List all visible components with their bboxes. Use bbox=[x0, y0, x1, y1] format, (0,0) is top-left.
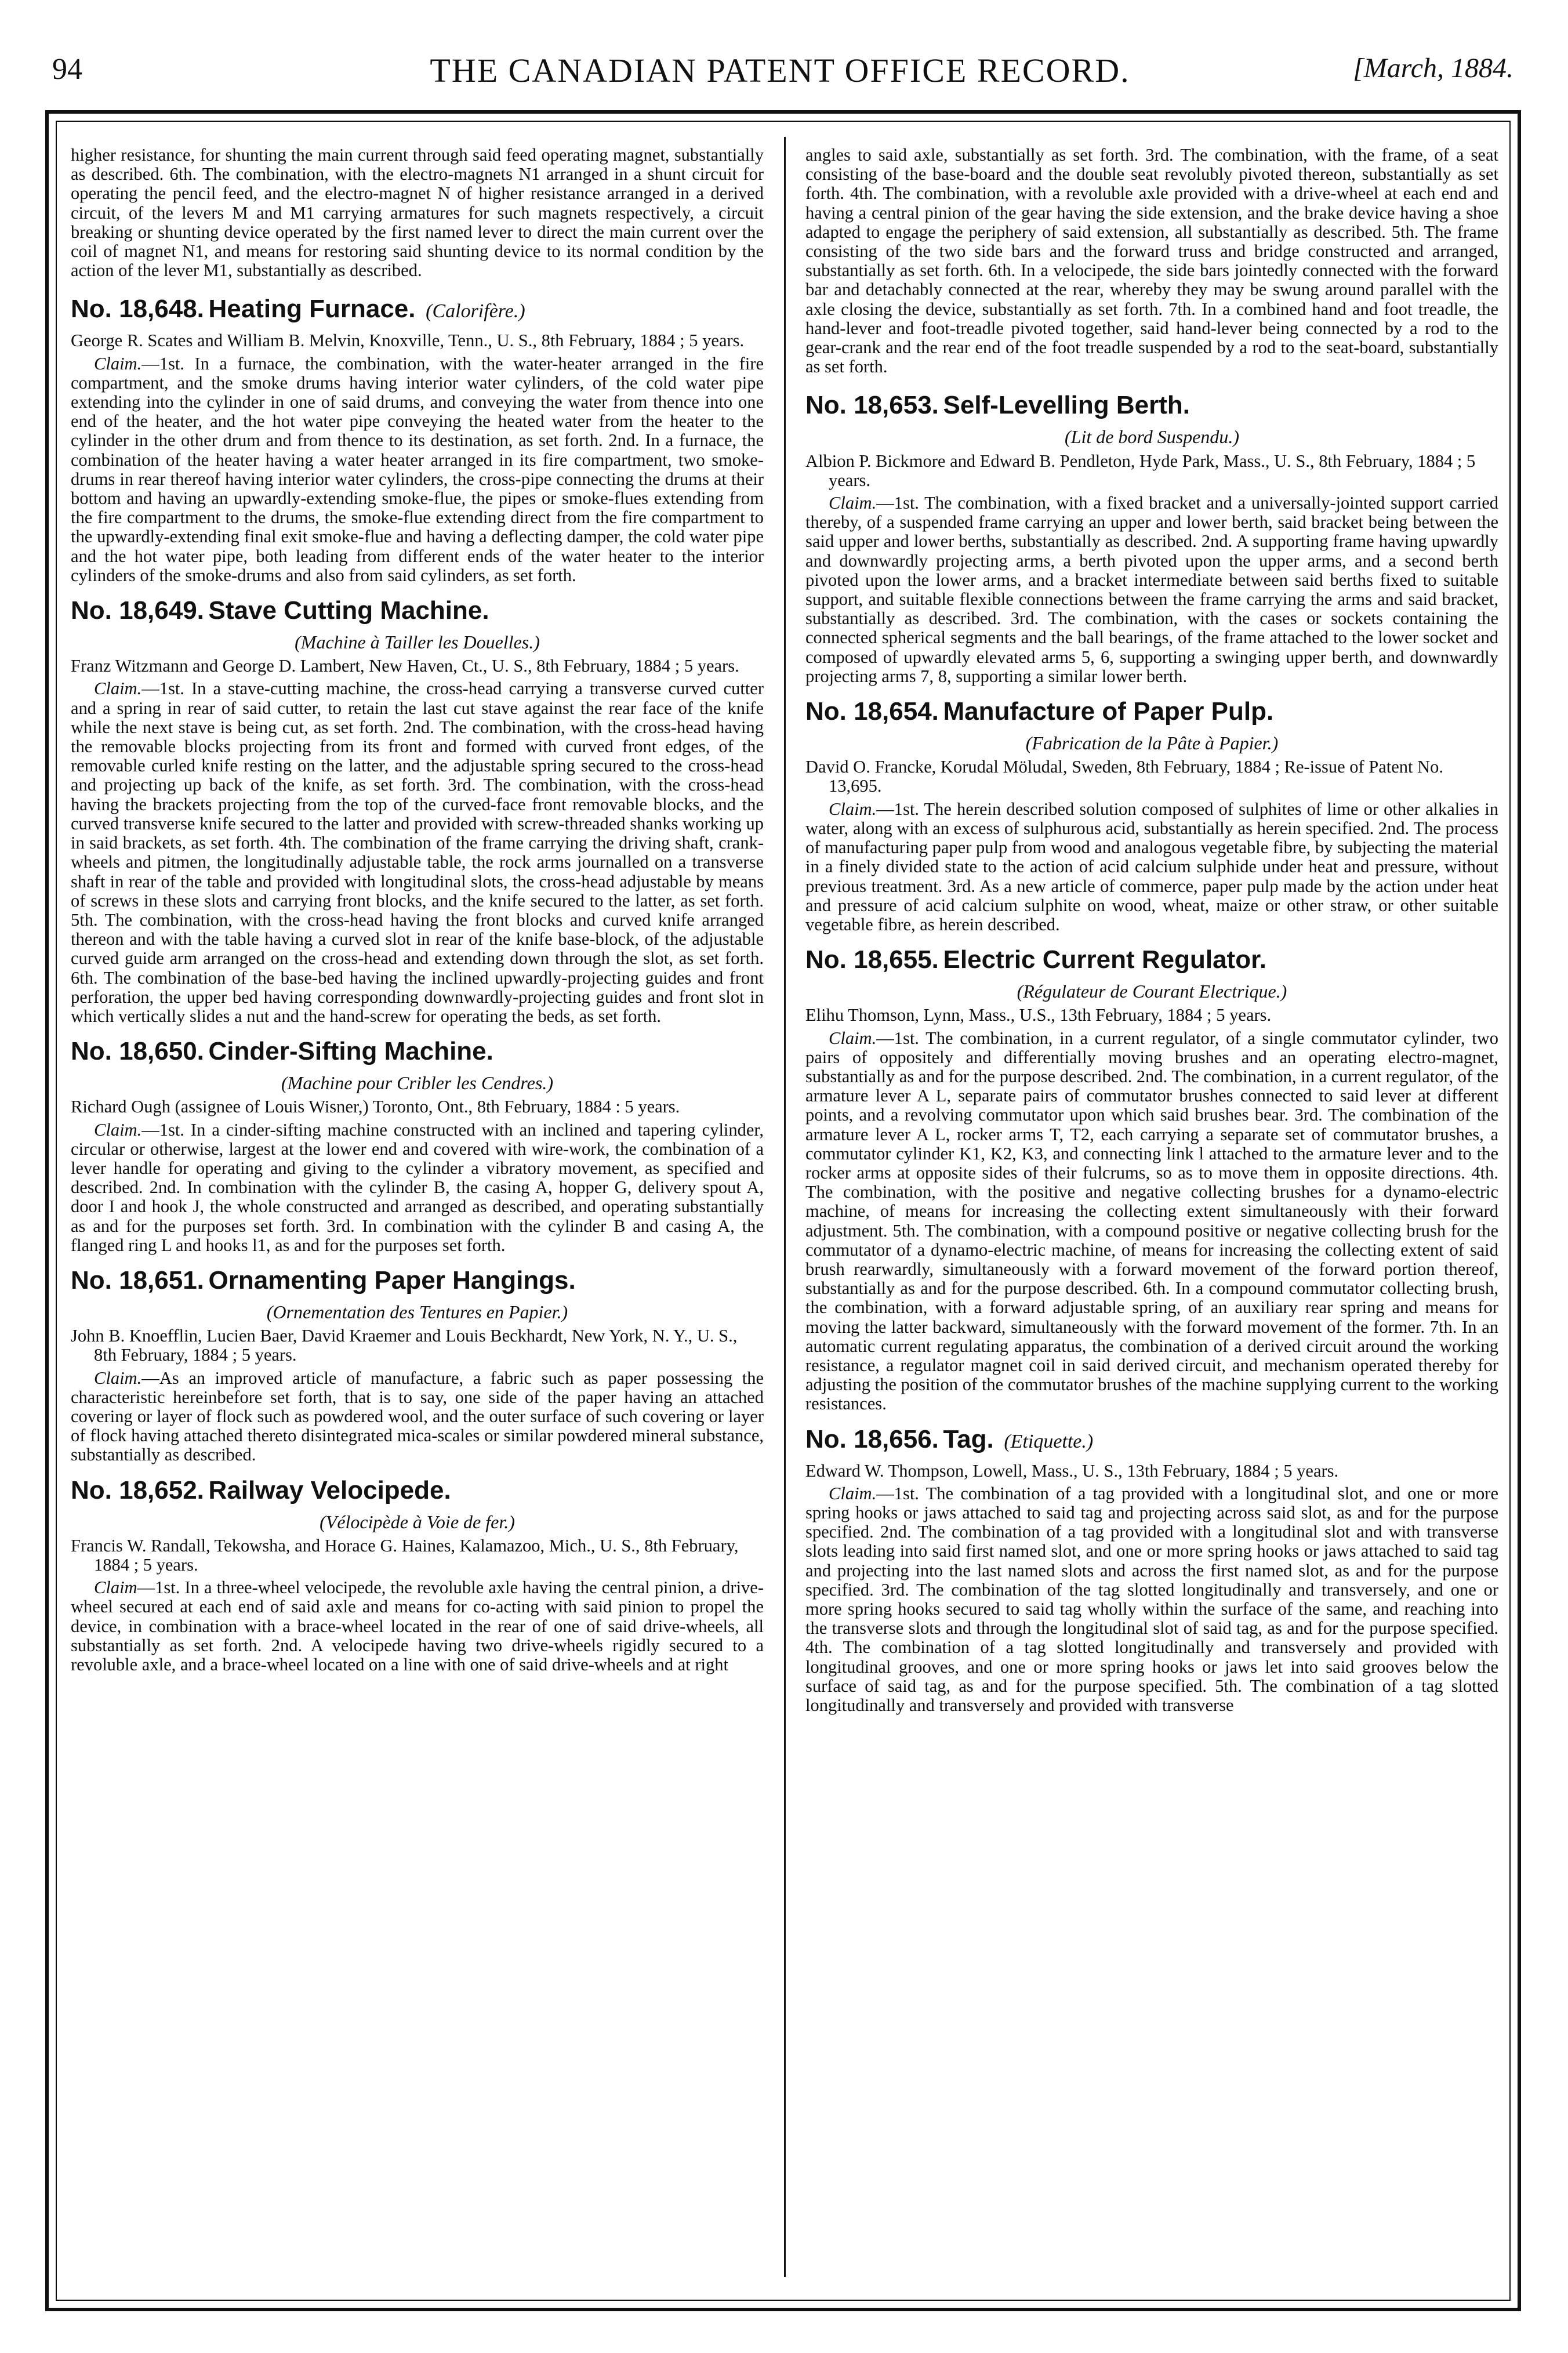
claim-body: —1st. In a cinder-sifting machine constructed with an inclined and tapering cylinder, circular or otherwise, largest at the lower end and covered with wire-work, the combination of a lever handle for operating and giving to the cylinder a vibratory movement, as specified and described. 2nd. In combination with the cylinder B, the casing A, hopper G, delivery spout A, door I and hook J, the whole constructed and arranged as described, and operating substantially as and for the purposes set forth. 3rd. In combination with the cylinder B and casing A, the flanged ring L and hooks l1, as and for the purposes set forth. bbox=[71, 1119, 764, 1255]
patent-entry-18652 bbox=[71, 1477, 764, 1675]
page-number: 94 bbox=[52, 53, 82, 86]
entry-heading bbox=[805, 391, 1498, 422]
french-title: (Vélocipède à Voie de fer.) bbox=[320, 1511, 515, 1532]
claim-text bbox=[805, 1484, 1498, 1715]
french-title: (Fabrication de la Pâte à Papier.) bbox=[1025, 733, 1279, 754]
entry-heading bbox=[71, 597, 764, 627]
claim-label: Claim. bbox=[829, 493, 877, 513]
issue-date: [March, 1884. bbox=[1353, 53, 1513, 84]
patent-entry-18648 bbox=[71, 295, 764, 585]
patentee: George R. Scates and William B. Melvin, Knoxville, Tenn., U. S., 8th February, 1884 ; 5 years. bbox=[71, 331, 745, 351]
patentee: Edward W. Thompson, Lowell, Mass., U. S., 13th February, 1884 ; 5 years. bbox=[805, 1460, 1339, 1481]
column-divider bbox=[784, 137, 786, 2277]
patent-title: Stave Cutting Machine. bbox=[208, 596, 489, 625]
left-column bbox=[71, 146, 764, 2268]
french-title: (Ornementation des Tentures en Papier.) bbox=[266, 1301, 568, 1322]
french-title: (Machine à Tailler les Douelles.) bbox=[295, 632, 540, 653]
patent-entry-18655 bbox=[805, 946, 1498, 1413]
claim-label: Claim. bbox=[94, 353, 142, 374]
patent-number: No. 18,649. bbox=[71, 596, 204, 625]
patent-number: No. 18,648. bbox=[71, 295, 204, 324]
patent-title: Railway Velocipede. bbox=[208, 1475, 451, 1504]
claim-text bbox=[805, 800, 1498, 934]
patent-number: No. 18,652. bbox=[71, 1475, 204, 1504]
claim-label: Claim bbox=[94, 1578, 137, 1598]
claim-body: —1st. In a three-wheel velocipede, the revoluble axle having the central pinion, a drive-wheel secured at each end of said axle and means for co-acting with said pinion to propel the device, in combination with a brace-wheel located in the rear of one of said drive-wheels, all substantially as set forth. 2nd. A velocipede having two drive-wheels rigidly secured to a revoluble axle, and a brace-wheel located on a line with one of said drive-wheels and at right bbox=[71, 1578, 764, 1674]
page-header bbox=[41, 46, 1519, 99]
entry-heading bbox=[805, 698, 1498, 728]
patentee: Francis W. Randall, Tekowsha, and Horace G. Haines, Kalamazoo, Mich., U. S., 8th February, 1884 ; 5 years. bbox=[71, 1535, 739, 1575]
patentee: John B. Knoefflin, Lucien Baer, David Kraemer and Louis Beckhardt, New York, N. Y., U. S., 8th February, 1884 ; 5 years. bbox=[71, 1326, 738, 1365]
patent-number: No. 18,655. bbox=[805, 945, 939, 974]
patent-entry-18650 bbox=[71, 1038, 764, 1255]
patent-title: Cinder-Sifting Machine. bbox=[208, 1037, 493, 1066]
french-title: (Etiquette.) bbox=[1004, 1430, 1094, 1452]
continued-text: higher resistance, for shunting the main current through said feed operating magnet, substantially as described. 6th. The combination, with the electro-magnets N1 arranged in a shunt circuit for operating the pencil feed, and the electro-magnet N of higher resistance arranged in a derived circuit, of the levers M and M1 carrying armatures for such magnets respectively, a circuit breaking or shunting device operated by the first named lever to direct the main current over the coil of magnet N1, and means for restoring said shunting device to its normal condition by the action of the lever M1, substantially as described. bbox=[71, 146, 764, 281]
entry-heading bbox=[71, 1038, 764, 1068]
claim-text bbox=[805, 494, 1498, 686]
patent-title: Tag. bbox=[943, 1424, 994, 1453]
page-frame bbox=[45, 110, 1521, 2311]
claim-text bbox=[71, 354, 764, 585]
patent-title: Heating Furnace. bbox=[208, 295, 416, 324]
patent-title: Ornamenting Paper Hangings. bbox=[208, 1266, 576, 1295]
claim-body: —1st. In a stave-cutting machine, the cross-head carrying a transverse curved cutter and a spring in rear of said cutter, to retain the last cut stave against the rear face of the knife while the next stave is being cut, as set forth. 2nd. The combination, with the cross-head having the removable blocks projecting from its front and formed with curved front edges, of the removable curled knife resting on the latter, and the adjustable spring secured to the cross-head and projecting up back of the knife, as set forth. 3rd. The combination, with the cross-head having the brackets projecting from the top of the curved-face front removable blocks, and the curved transverse knife secured to the latter and provided with screw-threaded shanks working up in said brackets, as set forth. 4th. The combination of the frame carrying the driving shaft, crank-wheels and pitmen, the longitudinally adjustable table, the rock arms journalled on a transverse shaft in rear of the table and provided with longitudinal slots, the cross-head adjustable by means of screws in these slots and carrying front blocks, and the knife secured to the latter, as set forth. 5th. The combination, with the cross-head having the front blocks and curved knife arranged thereon and with the table having a curved slot in rear of the knife base-block, of the adjustable curved guide arm arranged on the cross-head and extending down through the slot, as set forth. 6th. The combination of the base-bed having the inclined upwardly-projecting guides and front perforation, the upper bed having corresponding downwardly-projecting guides and front slot in which vertically slides a nut and the hand-screw for operating the beds, as set forth. bbox=[71, 679, 764, 1026]
claim-body: —1st. The combination of a tag provided with a longitudinal slot, and one or more spring hooks or jaws attached to said tag and projecting across said slot, as and for the purpose specified. 2nd. The combination of a tag provided with a longitudinal slot and with transverse slots leading into said first named slot, and one or more spring hooks or jaws attached to said tag and projecting into the last named slots and across the first named slot, as and for the purpose specified. 3rd. The combination of the tag slotted longitudinally and transversely, and one or more spring hooks secured to said tag wholly within the surface of the same, and reaching into the transverse slots and through the longitudinal slot of said tag, as and for the purpose specified. 4th. The combination of a tag slotted longitudinally and transversely and provided with longitudinal grooves, and one or more spring hooks or jaws let into said grooves below the surface of said tag, as and for the purpose specified. 5th. The combination of a tag slotted longitudinally and transversely and provided with transverse bbox=[805, 1483, 1498, 1716]
french-title: (Calorifère.) bbox=[426, 300, 525, 322]
claim-text bbox=[71, 679, 764, 1026]
right-column bbox=[805, 146, 1498, 2268]
claim-body: —1st. The herein described solution composed of sulphites of lime or other alkalies in water, along with an excess of sulphurous acid, substantially as herein specified. 2nd. The process of manufacturing paper pulp from wood and analogous vegetable fibre, by subjecting the material in a finely divided state to the action of acid calcium sulphide under heat and pressure, without previous treatment. 3rd. As a new article of commerce, paper pulp made by the action under heat and pressure of acid calcium sulphite on wood, wheat, maize or other straw, or other suitable vegetable fibre, as herein described. bbox=[805, 799, 1498, 934]
claim-text bbox=[805, 1029, 1498, 1414]
patentee: Richard Ough (assignee of Louis Wisner,) Toronto, Ont., 8th February, 1884 : 5 years. bbox=[71, 1097, 680, 1117]
entry-heading bbox=[71, 1477, 764, 1507]
french-title: (Régulateur de Courant Electrique.) bbox=[1017, 981, 1287, 1002]
claim-label: Claim. bbox=[829, 1028, 877, 1048]
claim-label: Claim. bbox=[94, 679, 142, 699]
continued-text: angles to said axle, substantially as set forth. 3rd. The combination, with the frame, of a seat consisting of the base-board and the double seat revolubly pivoted thereon, substantially as set forth. 4th. The combination, with a revoluble axle provided with a drive-wheel at each end and having a central pinion of the gear having the side extension, and the brake device having a shoe adapted to engage the periphery of said extension, all substantially as described. 5th. The frame consisting of the two side bars and the forward truss and bridge constructed and arranged, substantially as set forth. 6th. In a velocipede, the side bars jointedly connected with the forward bar and detachably connected at the rear, whereby they may be swung around parallel with the axle closing the device, substantially as set forth. 7th. In a combined hand and foot treadle, the hand-lever and foot-treadle pivoted together, said hand-lever being connected by a rod to the gear-crank and the rear end of the foot treadle suspended by a rod to the seat-board, substantially as set forth. bbox=[805, 146, 1498, 377]
claim-body: —1st. The combination, with a fixed bracket and a universally-jointed support carried thereby, of a suspended frame carrying an upper and lower berth, said bracket being between the said upper and lower berths, substantially as described. 2nd. A supporting frame having upwardly and downwardly projecting arms, a berth pivoted upon the upper arms, and a second berth pivoted upon the lower arms, and a bracket intermediate between said berths fixed to suitable support, and suitable flexible connections between the frame carrying the arms and said bracket, substantially as described. 3rd. The combination, with the cases or sockets containing the connected spherical segments and the ball bearings, of the frame attached to the lower socket and composed of upwardly elevated arms 5, 6, supporting a swinging upper berth, and downwardly projecting arms 7, 8, supporting a similar lower berth. bbox=[805, 493, 1498, 686]
journal-title: THE CANADIAN PATENT OFFICE RECORD. bbox=[430, 52, 1130, 89]
claim-text bbox=[71, 1369, 764, 1465]
patent-number: No. 18,651. bbox=[71, 1266, 204, 1295]
claim-label: Claim. bbox=[829, 1483, 877, 1503]
patent-entry-18654 bbox=[805, 698, 1498, 934]
french-title: (Lit de bord Suspendu.) bbox=[1064, 426, 1239, 448]
claim-label: Claim. bbox=[94, 1119, 142, 1140]
claim-label: Claim. bbox=[94, 1368, 142, 1388]
claim-label: Claim. bbox=[829, 799, 877, 819]
patent-title: Manufacture of Paper Pulp. bbox=[943, 697, 1274, 726]
claim-text bbox=[71, 1121, 764, 1255]
entry-heading bbox=[805, 1426, 1498, 1456]
patent-entry-18656 bbox=[805, 1426, 1498, 1716]
patent-entry-18649 bbox=[71, 597, 764, 1026]
claim-text bbox=[71, 1578, 764, 1674]
french-title: (Machine pour Cribler les Cendres.) bbox=[281, 1072, 553, 1094]
patent-entry-18651 bbox=[71, 1267, 764, 1465]
patentee: Elihu Thomson, Lynn, Mass., U.S., 13th February, 1884 ; 5 years. bbox=[805, 1005, 1272, 1025]
claim-body: —As an improved article of manufacture, a fabric such as paper possessing the characteristic hereinbefore set forth, that is to say, one side of the paper having an attached covering or layer of flock such as powdered wool, and the outer surface of such covering or layer of flock having attached thereto disintegrated mica-scales or similar powdered mineral substance, substantially as described. bbox=[71, 1368, 764, 1465]
patentee: Albion P. Bickmore and Edward B. Pendleton, Hyde Park, Mass., U. S., 8th February, 1884 ; 5 years. bbox=[805, 451, 1476, 490]
patent-entry-18653 bbox=[805, 391, 1498, 686]
patent-title: Self-Levelling Berth. bbox=[943, 391, 1190, 420]
entry-heading bbox=[71, 295, 764, 325]
entry-heading bbox=[805, 946, 1498, 976]
patentee: Franz Witzmann and George D. Lambert, New Haven, Ct., U. S., 8th February, 1884 ; 5 years. bbox=[71, 656, 739, 676]
patent-number: No. 18,653. bbox=[805, 391, 939, 420]
patentee: David O. Francke, Korudal Möludal, Sweden, 8th February, 1884 ; Re-issue of Patent No. 13,695. bbox=[805, 757, 1444, 796]
claim-body: —1st. In a furnace, the combination, with the water-heater arranged in the fire compartment, and the smoke drums having interior water cylinders, of the cold water pipe extending into the cylinder in one of said drums, and conveying the water from thence into one end of the heater, and the hot water pipe conveying the heated water from the heater to the cylinder in the other drum and from thence to its destination, as set forth. 2nd. In a furnace, the combination of the heater having a water heater arranged in its fire compartment, two smoke-drums in rear thereof having interior water cylinders, the cross-pipe connecting the drums at their bottom and having an upwardly-extending smoke-flue, the pipes or smoke-flues extending from the fire compartment to the drums, the smoke-flue extending direct from the fire compartment to the upwardly-extending final exit smoke-flue and having a deflecting damper, the cold water pipe and the hot water pipe, both leading from different ends of the water heater to the interior cylinders of the smoke-drums and also from said cylinders, as set forth. bbox=[71, 353, 764, 585]
entry-heading bbox=[71, 1267, 764, 1297]
patent-number: No. 18,656. bbox=[805, 1424, 939, 1453]
patent-number: No. 18,650. bbox=[71, 1037, 204, 1066]
patent-number: No. 18,654. bbox=[805, 697, 939, 726]
claim-body: —1st. The combination, in a current regulator, of a single commutator cylinder, two pairs of oppositely and differentially moving brushes and an operating electro-magnet, substantially as and for the purpose described. 2nd. The combination, in a current regulator, of the armature lever A L, separate pairs of commutator brushes connected to said lever at different points, and a revolving commutator upon which said brushes bear. 3rd. The combination of the armature lever A L, rocker arms T, T2, each carrying a separate set of commutator brushes, a commutator cylinder K1, K2, K3, and connecting link l attached to the armature lever and to the rocker arms at opposite sides of their fulcrums, so as to move them in opposite directions. 4th. The combination, with the positive and negative collecting brushes for a dynamo-electric machine, of means for increasing the collecting extent simultaneously with their forward adjustment. 5th. The combination, with a compound positive or negative collecting brush for the commutator of a dynamo-electric machine, of means for increasing the collecting extent of said brush rearwardly, simultaneously with a forward movement of the forward portion thereof, substantially as and for the purpose described. 6th. In a compound commutator collecting brush, the combination, with a forward adjustable spring, of an auxiliary rear spring and means for moving the latter backward, simultaneously with the forward movement of the former. 7th. In an automatic current regulating apparatus, the combination of a derived circuit around the working resistance, a regulator magnet coil in said derived circuit, and mechanism operated thereby for adjusting the position of the commutator brushes of the machine supplying current to the working resistances. bbox=[805, 1028, 1498, 1414]
patent-title: Electric Current Regulator. bbox=[943, 945, 1267, 974]
